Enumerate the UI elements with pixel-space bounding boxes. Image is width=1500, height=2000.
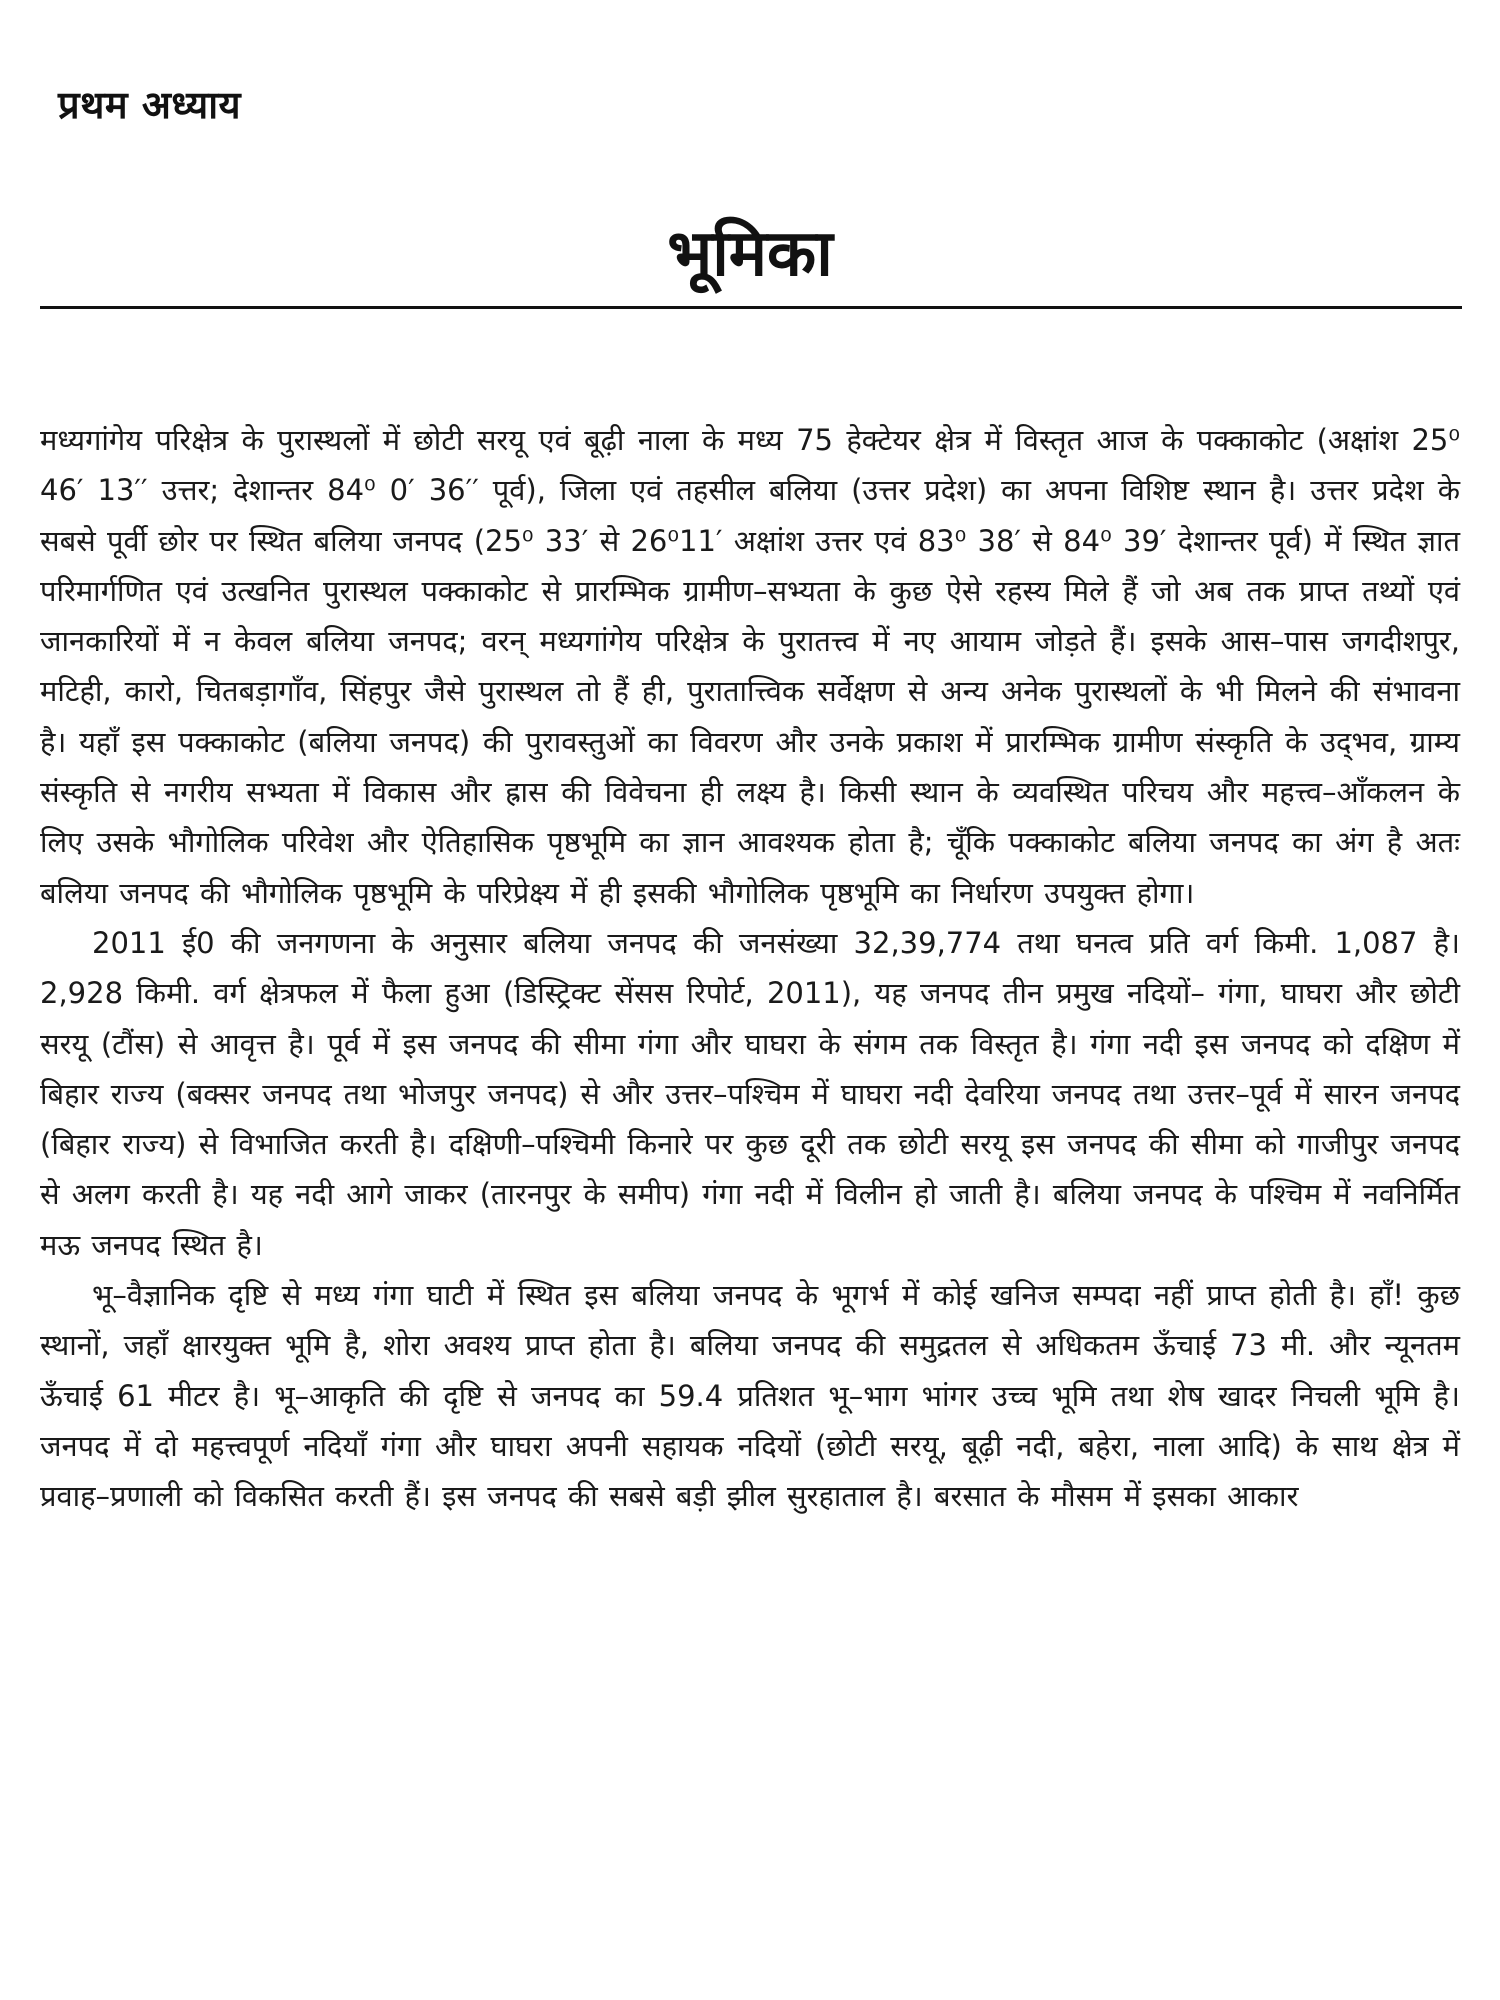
paragraph-2: 2011 ई0 की जनगणना के अनुसार बलिया जनपद की जनसंख्या 32,39,774 तथा घनत्व प्रति वर्ग किमी. 1,087 है। 2,928 किमी. वर्ग क्षेत्रफल में फैला हुआ (डिस्ट्रिक्ट सेंसस रिपोर्ट, 2011), यह जनपद तीन प्रमुख नदियों– गंगा, घाघरा और छोटी सरयू (टौंस) से आवृत्त है। पूर्व में इस जनपद की सीमा गंगा और घाघरा के संगम तक विस्तृत है। गंगा नदी इस जनपद को दक्षिण में बिहार राज्य (बक्सर जनपद तथा भोजपुर जनपद) से और उत्तर–पश्चिम में घाघरा नदी देवरिया जनपद तथा उत्तर–पूर्व में सारन जनपद (बिहार राज्य) से विभाजित करती है। दक्षिणी–पश्चिमी किनारे पर कुछ दूरी तक छोटी सरयू इस जनपद की सीमा को गाजीपुर जनपद से अलग करती है। यह नदी आगे जाकर (तारनपुर के समीप) गंगा नदी में विलीन हो जाती है। बलिया जनपद के पश्चिम में नवनिर्मित मऊ जनपद स्थित है।	[40, 925, 1460, 1262]
chapter-title: भूमिका	[667, 217, 833, 291]
paragraph-3: भू–वैज्ञानिक दृष्टि से मध्य गंगा घाटी में स्थित इस बलिया जनपद के भूगर्भ में कोई खनिज सम्पदा नहीं प्राप्त होती है। हाँ! कुछ स्थानों, जहाँ क्षारयुक्त भूमि है, शोरा अवश्य प्राप्त होता है। बलिया जनपद की समुद्रतल से अधिकतम ऊँचाई 73 मी. और न्यूनतम ऊँचाई 61 मीटर है। भू–आकृति की दृष्टि से जनपद का 59.4 प्रतिशत भू–भाग भांगर उच्च भूमि तथा शेष खादर निचली भूमि है। जनपद में दो महत्त्वपूर्ण नदियाँ गंगा और घाघरा अपनी सहायक नदियों (छोटी सरयू, बूढ़ी नदी, बहेरा, नाला आदि) के साथ क्षेत्र में प्रवाह–प्रणाली को विकसित करती हैं। इस जनपद की सबसे बड़ी झील सुरहाताल है। बरसात के मौसम में इसका आकार	[40, 1278, 1460, 1514]
paragraph-1: मध्यगांगेय परिक्षेत्र के पुरास्थलों में छोटी सरयू एवं बूढ़ी नाला के मध्य 75 हेक्टेयर क्षेत्र में विस्तृत आज के पक्काकोट (अक्षांश 25⁰ 46′ 13′′ उत्तर; देशान्तर 84⁰ 0′ 36′′ पूर्व), जिला एवं तहसील बलिया (उत्तर प्रदेश) का अपना विशिष्ट स्थान है। उत्तर प्रदेश के सबसे पूर्वी छोर पर स्थित बलिया जनपद (25⁰ 33′ से 26⁰11′ अक्षांश उत्तर एवं 83⁰ 38′ से 84⁰ 39′ देशान्तर पूर्व) में स्थित ज्ञात परिमार्गणित एवं उत्खनित पुरास्थल पक्काकोट से प्रारम्भिक ग्रामीण–सभ्यता के कुछ ऐसे रहस्य मिले हैं जो अब तक प्राप्त तथ्यों एवं जानकारियों में न केवल बलिया जनपद; वरन् मध्यगांगेय परिक्षेत्र के पुरातत्त्व में नए आयाम जोड़ते हैं। इसके आस–पास जगदीशपुर, मटिही, कारो, चितबड़ागाँव, सिंहपुर जैसे पुरास्थल तो हैं ही, पुरातात्त्विक सर्वेक्षण से अन्य अनेक पुरास्थलों के भी मिलने की संभावना है। यहाँ इस पक्काकोट (बलिया जनपद) की पुरावस्तुओं का विवरण और उनके प्रकाश में प्रारम्भिक ग्रामीण संस्कृति के उद्‌भव, ग्राम्य संस्कृति से नगरीय सभ्यता में विकास और ह्रास की विवेचना ही लक्ष्य है। किसी स्थान के व्यवस्थित परिचय और महत्त्व–आँकलन के लिए उसके भौगोलिक परिवेश और ऐतिहासिक पृष्ठभूमि का ज्ञान आवश्यक होता है; चूँकि पक्काकोट बलिया जनपद का अंग है अतः बलिया जनपद की भौगोलिक पृष्ठभूमि के परिप्रेक्ष्य में ही इसकी भौगोलिक पृष्ठभूमि का निर्धारण उपयुक्त होगा।	[40, 423, 1461, 910]
title-divider	[40, 306, 1462, 309]
body-text	[40, 415, 1460, 1522]
chapter-label: प्रथम अध्याय	[58, 83, 242, 127]
